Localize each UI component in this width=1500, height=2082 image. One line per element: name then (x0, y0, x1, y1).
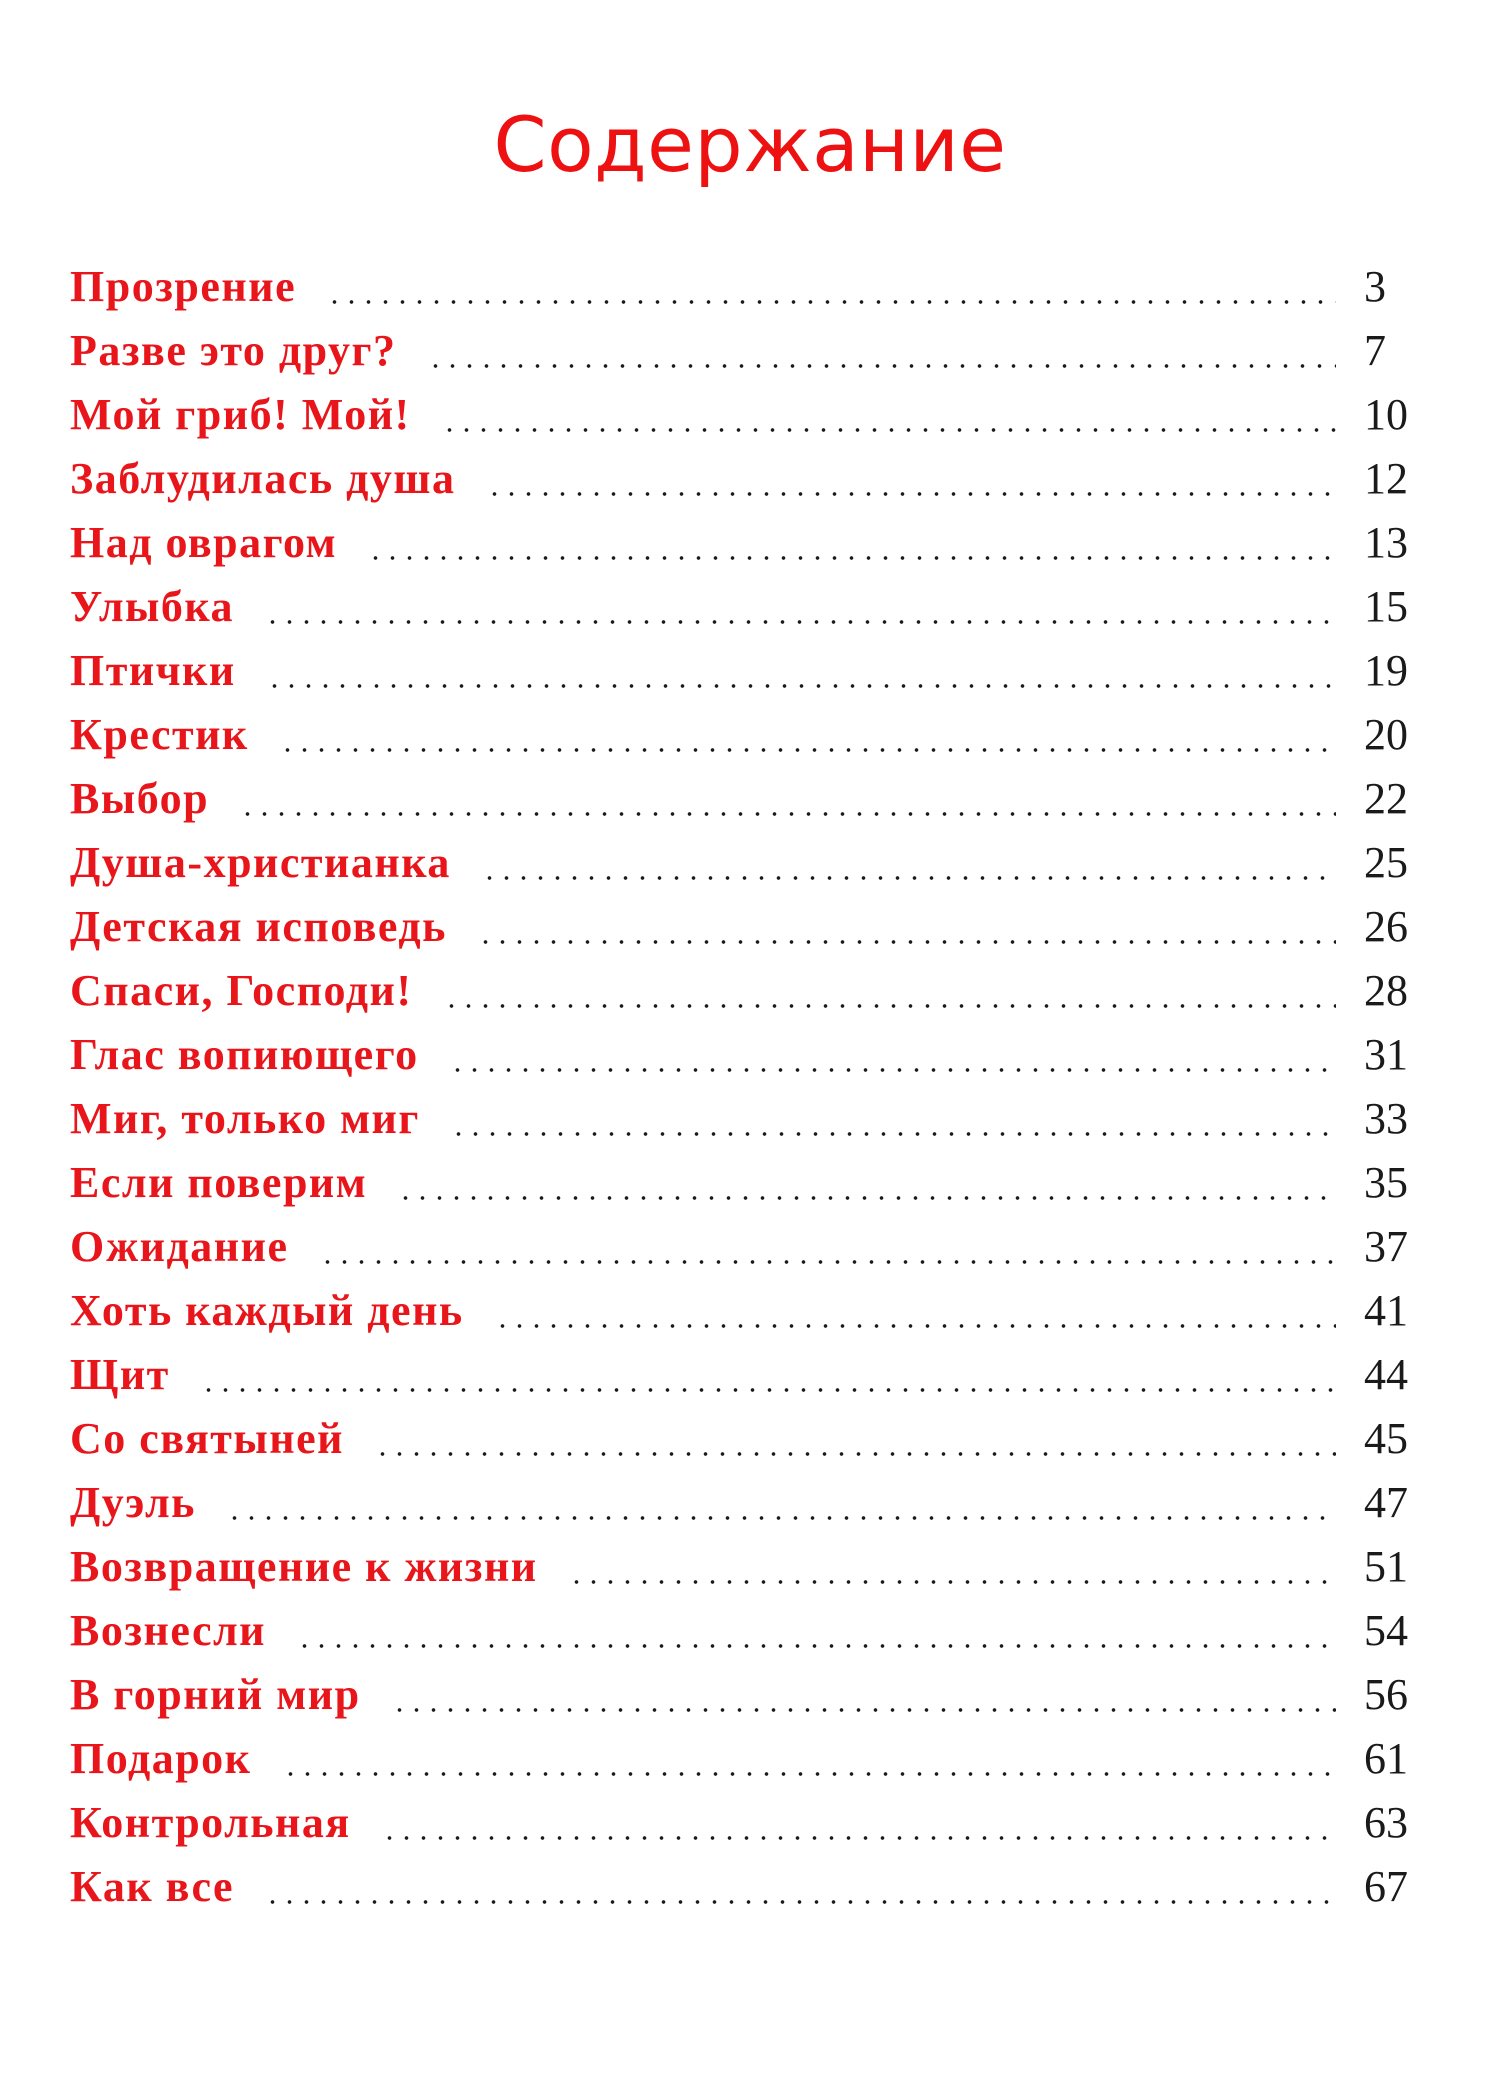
toc-entry-page: 20 (1364, 710, 1408, 759)
toc-entry[interactable] (70, 959, 1420, 1023)
toc-entry-title: Улыбка (70, 582, 235, 631)
toc-entry[interactable] (70, 1663, 1420, 1727)
toc-entry-title: Мой гриб! Мой! (70, 390, 411, 439)
toc-entry-page: 22 (1364, 774, 1408, 823)
toc-entry[interactable] (70, 1215, 1420, 1279)
toc-entry-title: Хоть каждый день (70, 1286, 464, 1335)
toc-entry-page: 19 (1364, 646, 1408, 695)
toc-entry-title: Щит (70, 1350, 170, 1399)
toc-entry[interactable] (70, 511, 1420, 575)
toc-entry-page: 33 (1364, 1094, 1408, 1143)
toc-entry-page: 41 (1364, 1286, 1408, 1335)
dot-leader (450, 1131, 1336, 1137)
dot-leader (266, 683, 1336, 689)
dot-leader (481, 875, 1336, 881)
toc-entry-title: Дуэль (70, 1478, 196, 1527)
toc-entry-page: 7 (1364, 326, 1386, 375)
toc-entry-title: Ожидание (70, 1222, 289, 1271)
toc-entry[interactable] (70, 1151, 1420, 1215)
dot-leader (296, 1643, 1336, 1649)
toc-entry-page: 51 (1364, 1542, 1408, 1591)
toc-entry-page: 56 (1364, 1670, 1408, 1719)
toc-entry-page: 63 (1364, 1798, 1408, 1847)
toc-entry[interactable] (70, 319, 1420, 383)
toc-entry-page: 28 (1364, 966, 1408, 1015)
page-title: Содержание (493, 100, 1007, 189)
toc-entry[interactable] (70, 1855, 1420, 1919)
toc-entry[interactable] (70, 1407, 1420, 1471)
toc-entry-title: Детская исповедь (70, 902, 447, 951)
toc-entry[interactable] (70, 447, 1420, 511)
toc-entry-title: Как все (70, 1862, 235, 1911)
toc-entry[interactable] (70, 1087, 1420, 1151)
toc-entry-page: 35 (1364, 1158, 1408, 1207)
dot-leader (374, 1451, 1336, 1457)
toc-entry-title: Возвращение к жизни (70, 1542, 538, 1591)
dot-leader (282, 1771, 1336, 1777)
toc-entry-page: 15 (1364, 582, 1408, 631)
dot-leader (443, 1003, 1336, 1009)
toc-entry[interactable] (70, 255, 1420, 319)
toc-entry-page: 26 (1364, 902, 1408, 951)
dot-leader (427, 363, 1336, 369)
toc-entry[interactable] (70, 1343, 1420, 1407)
dot-leader (494, 1323, 1336, 1329)
toc-entry[interactable] (70, 1599, 1420, 1663)
toc-entry-title: Глас вопиющего (70, 1030, 419, 1079)
dot-leader (486, 491, 1336, 497)
toc-entry-title: Вознесли (70, 1606, 267, 1655)
toc-entry-page: 13 (1364, 518, 1408, 567)
dot-leader (441, 427, 1336, 433)
toc-entry[interactable] (70, 767, 1420, 831)
toc-entry-page: 44 (1364, 1350, 1408, 1399)
toc-entry-title: Контрольная (70, 1798, 351, 1847)
toc-entry[interactable] (70, 1279, 1420, 1343)
toc-entry-title: Подарок (70, 1734, 252, 1783)
toc-entry[interactable] (70, 703, 1420, 767)
toc-entry-page: 3 (1364, 262, 1386, 311)
dot-leader (239, 811, 1336, 817)
toc-entry-page: 12 (1364, 454, 1408, 503)
dot-leader (391, 1707, 1336, 1713)
dot-leader (568, 1579, 1336, 1585)
dot-leader (367, 555, 1336, 561)
dot-leader (226, 1515, 1336, 1521)
toc-entry-page: 10 (1364, 390, 1408, 439)
toc-entry[interactable] (70, 1535, 1420, 1599)
dot-leader (319, 1259, 1336, 1265)
dot-leader (397, 1195, 1336, 1201)
dot-leader (264, 1899, 1336, 1905)
toc-entry[interactable] (70, 1023, 1420, 1087)
toc-entry-page: 45 (1364, 1414, 1408, 1463)
toc-entry-title: Заблудилась душа (70, 454, 456, 503)
dot-leader (200, 1387, 1336, 1393)
toc-entry[interactable] (70, 1471, 1420, 1535)
dot-leader (449, 1067, 1336, 1073)
toc-entry[interactable] (70, 895, 1420, 959)
toc-entry-title: Со святыней (70, 1414, 344, 1463)
toc-entry[interactable] (70, 383, 1420, 447)
dot-leader (381, 1835, 1336, 1841)
toc-entry[interactable] (70, 575, 1420, 639)
toc-entry-page: 54 (1364, 1606, 1408, 1655)
toc-entry-page: 37 (1364, 1222, 1408, 1271)
toc-entry-title: Выбор (70, 774, 210, 823)
toc-entry-page: 61 (1364, 1734, 1408, 1783)
toc-entry-title: Крестик (70, 710, 249, 759)
toc-entry-page: 25 (1364, 838, 1408, 887)
toc-entry-title: Спаси, Господи! (70, 966, 413, 1015)
table-of-contents (70, 255, 1420, 1919)
dot-leader (264, 619, 1336, 625)
dot-leader (477, 939, 1336, 945)
toc-entry-title: Над оврагом (70, 518, 338, 567)
toc-entry[interactable] (70, 1791, 1420, 1855)
toc-entry-title: Птички (70, 646, 236, 695)
toc-entry-title: Если поверим (70, 1158, 368, 1207)
toc-entry-title: Разве это друг? (70, 326, 397, 375)
dot-leader (279, 747, 1336, 753)
toc-entry[interactable] (70, 831, 1420, 895)
toc-entry-title: Прозрение (70, 262, 297, 311)
toc-entry[interactable] (70, 1727, 1420, 1791)
toc-entry-title: Миг, только миг (70, 1094, 420, 1143)
dot-leader (326, 299, 1336, 305)
toc-entry-page: 67 (1364, 1862, 1408, 1911)
toc-entry-page: 47 (1364, 1478, 1408, 1527)
toc-entry-title: В горний мир (70, 1670, 361, 1719)
toc-entry-title: Душа-христианка (70, 838, 451, 887)
toc-entry-page: 31 (1364, 1030, 1408, 1079)
toc-entry[interactable] (70, 639, 1420, 703)
